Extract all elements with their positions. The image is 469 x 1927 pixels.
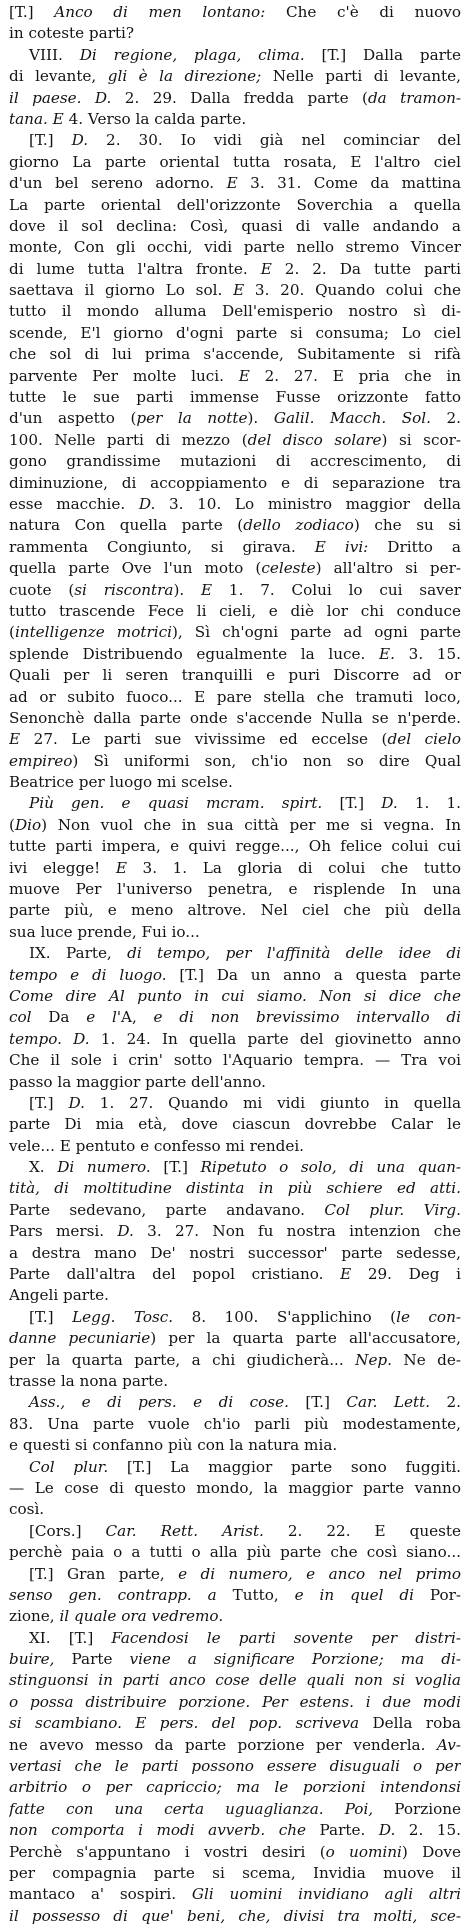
italic-text: stinguonsi in parti anco cose delle quali non si voglia [9,1671,461,1690]
italic-text: Anco di men lontano: [54,3,266,21]
roman-text: 3. 1. La gloria di colui che tutto [126,858,461,877]
roman-text: ). [247,409,274,428]
text-line [9,1884,461,1905]
italic-text: tempo e di luogo. [9,965,167,984]
roman-text: tutte parti impera, e quivi regge..., Oh felice colui cui [9,837,461,856]
roman-text: [T.] [9,3,55,21]
roman-text: [T.] [288,1393,347,1412]
text-line [9,965,461,986]
roman-text: ne avevo messo da parte porzione per venderla. [9,1735,437,1754]
roman-text: 1. 7. Colui lo cui saver [212,580,461,599]
roman-text: ) che su si [353,516,461,535]
text-line [9,1435,461,1456]
italic-text: del disco solare [247,430,382,449]
text-line [9,1564,461,1585]
roman-text: 1. 27. Quando mi vidi giunto in quella [84,1093,461,1112]
italic-text: il paese. D. [9,88,112,107]
text-line [9,66,461,87]
roman-text: 4. Verso la calda parte. [63,109,247,128]
italic-text: tana. E [9,109,64,128]
italic-text: Legg. Tosc. [72,1307,174,1326]
italic-text: o uomini [325,1842,402,1861]
italic-text: D. [378,1821,396,1840]
italic-text: senso gen. contrapp. a [9,1585,217,1604]
roman-text: VIII. [29,45,80,64]
text-line [9,687,461,708]
text-line [9,2,461,23]
roman-text: 2. 15. [395,1821,461,1840]
text-line [9,1007,461,1028]
italic-text: fatte con una certa uguaglianza. Poi, [9,1799,374,1818]
text-line [9,644,461,665]
text-line [9,1799,461,1820]
roman-text: Tutto, [216,1585,295,1604]
text-line [9,430,461,451]
text-line [9,45,461,66]
roman-text: scende, E'l giorno d'ogni parte si consuma; Lo ciel [9,323,461,342]
text-line [9,195,461,216]
roman-text: vele... E pentuto e confesso mi rendei. [9,1136,305,1155]
roman-text: X. [29,1158,58,1177]
roman-text: Che c'è di nuovo [265,3,461,21]
roman-text: 2. [430,1393,461,1412]
roman-text: parvente Per molte luci. [9,366,239,385]
roman-text: ( [9,815,15,834]
text-line [9,900,461,921]
text-line [9,879,461,900]
text-line [9,537,461,558]
text-line [9,473,461,494]
text-line [9,173,461,194]
roman-text: [T.] La maggior parte sono fuggiti. [108,1457,461,1476]
text-line [9,344,461,365]
italic-text: Di regione, plaga, clima. [79,45,305,64]
roman-text: diminuzione, di accoppiamento e di separazione tra [9,473,461,492]
roman-text: Da [31,1008,87,1027]
roman-text: 3. 10. Lo ministro maggior della [155,494,461,513]
text-line [9,1093,461,1114]
roman-text: Porzione [373,1799,461,1818]
text-line [9,1606,461,1627]
roman-text: La parte oriental dell'orizzonte Soverchia a quella [9,195,461,214]
italic-text: intelligenze motrici [14,623,172,642]
text-line [9,1264,461,1285]
roman-text: 1. 24. In quella parte del giovinetto anno [89,1029,461,1048]
roman-text: 2. 2. Da tutte parti [271,259,461,278]
text-line [9,1157,461,1178]
roman-text: Parte [54,1650,130,1669]
italic-text: Av- [436,1735,461,1754]
text-line [9,152,461,173]
roman-text: così. [9,1500,45,1519]
text-line [9,1735,461,1756]
text-line [9,387,461,408]
italic-text: E [233,281,245,300]
italic-text: D. [117,1222,134,1241]
italic-text: D. [71,131,89,150]
roman-text: 2. 30. Io vidi già nel cominciar del [88,131,461,150]
italic-text: viene a significare Porzione; ma di- [129,1650,461,1669]
italic-text: E [226,174,238,193]
roman-text: tutte le sue parti immense Fusse orizzonte fatto [9,388,461,407]
roman-text: 100. Nelle parti di mezzo ( [9,430,248,449]
italic-text: empireo [9,751,73,770]
text-line [9,1285,461,1306]
italic-text: E [340,1265,352,1284]
text-column [9,2,461,1927]
text-line [9,1392,461,1413]
italic-text: arbitrio o per capriccio; ma le porzioni intendonsi [9,1778,461,1797]
text-line [9,23,461,44]
italic-text: Ass., e di pers. e di cose. [29,1393,289,1412]
italic-text: Più gen. e quasi mcram. spirt. [29,794,323,813]
roman-text: ) all'altro si per- [315,559,461,578]
italic-text: per la notte [136,409,248,428]
text-line [9,1692,461,1713]
text-line [9,601,461,622]
italic-text: Col plur. [29,1457,109,1476]
text-line [9,366,461,387]
italic-text: di tempo, per l'affinità delle idee di [127,944,461,963]
roman-text: 8. 100. S'applichino ( [173,1307,397,1326]
italic-text: tempo. D. [9,1029,90,1048]
italic-text: D. [381,794,398,813]
text-line [9,1649,461,1670]
text-line [9,1350,461,1371]
text-line [9,858,461,879]
italic-text: Facendosi le parti sovente per distri- [111,1628,461,1647]
text-line [9,943,461,964]
italic-text: dello zodiaco [243,516,354,535]
roman-text: gono grandissime mutazioni di accrescimento, di [9,452,461,471]
italic-text: Galil. Macch. Sol. [273,409,431,428]
italic-text: col [9,1008,32,1027]
roman-text: ) Sì uniformi son, ch'io non so dire Qual [72,751,461,770]
text-line [9,88,461,109]
italic-text: danne pecuniarie [9,1329,151,1348]
italic-text: Di numero. [57,1158,151,1177]
text-line [9,1307,461,1328]
roman-text: in coteste parti? [9,24,135,43]
italic-text: le con- [396,1307,461,1326]
roman-text: Pars mersi. [9,1222,118,1241]
roman-text: [T.] [322,794,382,813]
roman-text: Nelle parti di levante, [261,67,461,86]
italic-text: il quale ora vedremo. [59,1607,224,1626]
text-line [9,408,461,429]
italic-text: Come dire Al punto in cui siamo. Non si dice che [9,986,461,1005]
roman-text: ) Dove [401,1842,461,1861]
roman-text: Beatrice per luogo mi scelse. [9,773,233,792]
roman-text: saettava il giorno Lo sol. [9,281,234,300]
roman-text: rammenta Congiunto, si girava. [9,537,315,556]
text-line [9,1029,461,1050]
roman-text: [T.] Da un anno a questa parte [166,965,461,984]
roman-text: ) Non vuol che in sua città per me si vegna. In [41,815,461,834]
roman-text: ) per la quarta parte all'accusatore, [150,1329,461,1348]
roman-text: 2. 29. Dalla fredda parte ( [111,88,368,107]
italic-text: E. [379,644,395,663]
italic-text: E [201,580,213,599]
roman-text: splende Distribuendo egualmente la luce. [9,644,380,663]
roman-text: [T.] [29,131,72,150]
roman-text: natura Con quella parte ( [9,516,244,535]
roman-text: 2. 27. E pria che in [249,366,461,385]
text-line [9,451,461,472]
text-line [9,1906,461,1927]
text-line [9,1542,461,1563]
italic-text: D. [138,494,156,513]
roman-text: mantaco a' sospiri. [9,1885,192,1904]
text-line [9,1114,461,1135]
text-line [9,1628,461,1649]
text-line [9,1670,461,1691]
text-line [9,751,461,772]
text-line [9,237,461,258]
roman-text: parte Di mia età, dove ciascun dovrebbe Calar le [9,1115,461,1134]
italic-text: da tramon- [367,88,461,107]
roman-text: Perchè s'appuntano i vostri desiri ( [9,1842,326,1861]
italic-text: e di non brevissimo intervallo di [153,1008,461,1027]
text-line [9,1756,461,1777]
roman-text: d'un bel sereno adorno. [9,174,227,193]
roman-text: passo la maggior parte dell'anno. [9,1072,266,1091]
roman-text: di levante, [9,67,108,86]
text-line [9,1072,461,1093]
roman-text: 3. 27. Non fu nostra intenzion che [133,1222,461,1241]
roman-text: monte, Con gli occhi, vidi parte nello stremo Vincer [9,238,461,257]
roman-text: d'un aspetto ( [9,409,137,428]
italic-text: Ripetuto o solo, di una quan- [200,1158,461,1177]
italic-text: e l' [86,1008,121,1027]
text-line [9,1178,461,1199]
italic-text: E [115,858,127,877]
roman-text: 3. 20. Quando colui che [244,281,461,300]
roman-text: Ne de- [391,1350,461,1369]
text-line [9,1777,461,1798]
roman-text: 83. Una parte vuole ch'io parli più modestamente, [9,1414,461,1433]
text-line [9,515,461,536]
roman-text: IX. Parte, [29,944,128,963]
roman-text: [T.] [29,1093,69,1112]
italic-text: E ivi: [314,537,369,556]
italic-text: tità, di moltitudine distinta in più schiere ed atti. [9,1179,461,1198]
italic-text: Gli uomini invidiano agli altri [191,1885,461,1904]
roman-text: per la quarta parte, a chi giudicherà... [9,1350,356,1369]
roman-text: a destra mano De' nostri successor' parte sedesse, [9,1243,461,1262]
text-line [9,708,461,729]
italic-text: o possa distribuire porzione. Per estens. i due modi [9,1692,461,1711]
text-line [9,1820,461,1841]
text-line [9,986,461,1007]
text-line [9,772,461,793]
italic-text: E [9,730,21,749]
italic-text: e in quel di [294,1585,414,1604]
italic-text: si riscontra [74,580,174,599]
roman-text: ). [173,580,202,599]
roman-text: Dritto a [368,537,461,556]
roman-text: dove il sol declina: Così, quasi di valle andando a [9,216,461,235]
roman-text: ), Sì ch'ogni parte ad ogni parte [171,623,461,642]
text-line [9,1414,461,1435]
roman-text: [T.] [29,1307,73,1326]
italic-text: si scambiano. E pers. del pop. scriveva [9,1714,360,1733]
roman-text: Che il sole i crin' sotto l'Aquario tempra. — Tra voi [9,1051,461,1070]
text-line [9,1585,461,1606]
roman-text: [T.] Gran parte, [29,1564,179,1583]
text-line [9,729,461,750]
roman-text: ) si scor- [381,430,461,449]
roman-text: Parte sedevano, parte andavano. [9,1200,325,1219]
roman-text: [T.] Dalla parte [304,45,461,64]
roman-text: 3. 15. [394,644,461,663]
roman-text: e questi si confanno più con la natura mia. [9,1436,338,1455]
text-line [9,1328,461,1349]
text-line [9,836,461,857]
italic-text: gli è la direzione; [107,67,262,86]
roman-text: A, [121,1008,154,1027]
italic-text: del cielo [387,730,461,749]
text-line [9,1136,461,1157]
text-line [9,109,461,130]
text-line [9,494,461,515]
roman-text: 27. Le parti sue vivissime ed eccelse ( [20,730,388,749]
text-line [9,1499,461,1520]
roman-text: quella parte Ove l'un moto ( [9,559,262,578]
text-line [9,815,461,836]
roman-text: Por- [413,1585,461,1604]
text-line [9,130,461,151]
roman-text: ( [9,623,15,642]
italic-text: D. [68,1093,85,1112]
text-line [9,580,461,601]
roman-text: Parte. [305,1821,379,1840]
roman-text: tutto il mondo alluma Dell'emisperio nostro sì di- [9,302,461,321]
text-line [9,1200,461,1221]
roman-text: perchè paia o a tutti o alla più parte che così siano... [9,1543,461,1562]
text-line [9,216,461,237]
roman-text: che sol di lui prima s'accende, Subitamente si rifà [9,345,461,364]
roman-text: Parte dall'altra del popol cristiano. [9,1265,341,1284]
text-line [9,1863,461,1884]
text-line [9,1050,461,1071]
roman-text: 2. [430,409,461,428]
roman-text: Quali per li seren tranquilli e puri Discorre ad or [9,666,461,685]
text-line [9,280,461,301]
roman-text: 1. 1. [397,794,461,813]
italic-text: vertasi che le parti possono essere disuguali o per [9,1757,461,1776]
roman-text: sua luce prende, Fui io... [9,922,200,941]
roman-text: [T.] [150,1158,201,1177]
text-line [9,622,461,643]
roman-text: giorno La parte oriental tutta rosata, E l'altro ciel [9,152,461,171]
roman-text: di lume tutta l'altra fronte. [9,259,261,278]
roman-text: Angeli parte. [9,1286,109,1305]
italic-text: Col plur. Virg. [324,1200,461,1219]
text-line [9,665,461,686]
roman-text: cuote ( [9,580,75,599]
roman-text: tutto trascende Fece li cieli, e diè lor chi conduce [9,601,461,620]
italic-text: non comporta i modi avverb. che [9,1821,306,1840]
text-line [9,1713,461,1734]
text-line [9,922,461,943]
text-line [9,259,461,280]
italic-text: buire, [9,1650,55,1669]
italic-text: celeste [261,559,316,578]
text-line [9,301,461,322]
roman-text: XI. [T.] [29,1628,112,1647]
roman-text: 29. Deg i [351,1265,461,1284]
text-line [9,323,461,344]
italic-text: e di numero, e anco nel primo [178,1564,461,1583]
roman-text: 3. 31. Come da mattina [237,174,461,193]
italic-text: E [238,366,250,385]
roman-text: Senonchè dalla parte onde s'accende Nulla se n'perde. [9,708,461,727]
roman-text: esse macchie. [9,494,139,513]
italic-text: il possesso di que' beni, che, divisi tra molti, sce- [9,1906,461,1925]
roman-text: [Cors.] [29,1521,106,1540]
italic-text: Car. Lett. [346,1393,431,1412]
roman-text: trasse la nona parte. [9,1372,169,1390]
roman-text: per compagnia parte si scema, Invidia muove il [9,1863,461,1882]
text-line [9,1478,461,1499]
roman-text: muove Per l'universo penetra, e risplende In una [9,880,461,899]
roman-text: parte più, e meno altrove. Nel ciel che più della [9,901,461,920]
text-line [9,1521,461,1542]
roman-text: zione, [9,1607,60,1626]
italic-text: Car. Rett. Arist. [105,1521,264,1540]
italic-text: Nep. [355,1350,392,1369]
text-line [9,1371,461,1392]
italic-text: Dio [14,815,42,834]
roman-text: ivi elegge! [9,858,116,877]
roman-text: ad or subito fuoco... E pare stella che tramuti loco, [9,687,461,706]
roman-text: 2. 22. E queste [263,1521,461,1540]
text-line [9,1842,461,1863]
italic-text: E [260,259,272,278]
text-line [9,793,461,814]
text-line [9,1243,461,1264]
text-line [9,558,461,579]
text-line [9,1221,461,1242]
text-line [9,1457,461,1478]
roman-text: Della roba [359,1714,461,1733]
roman-text: — Le cose di questo mondo, la maggior parte vanno [9,1478,461,1497]
